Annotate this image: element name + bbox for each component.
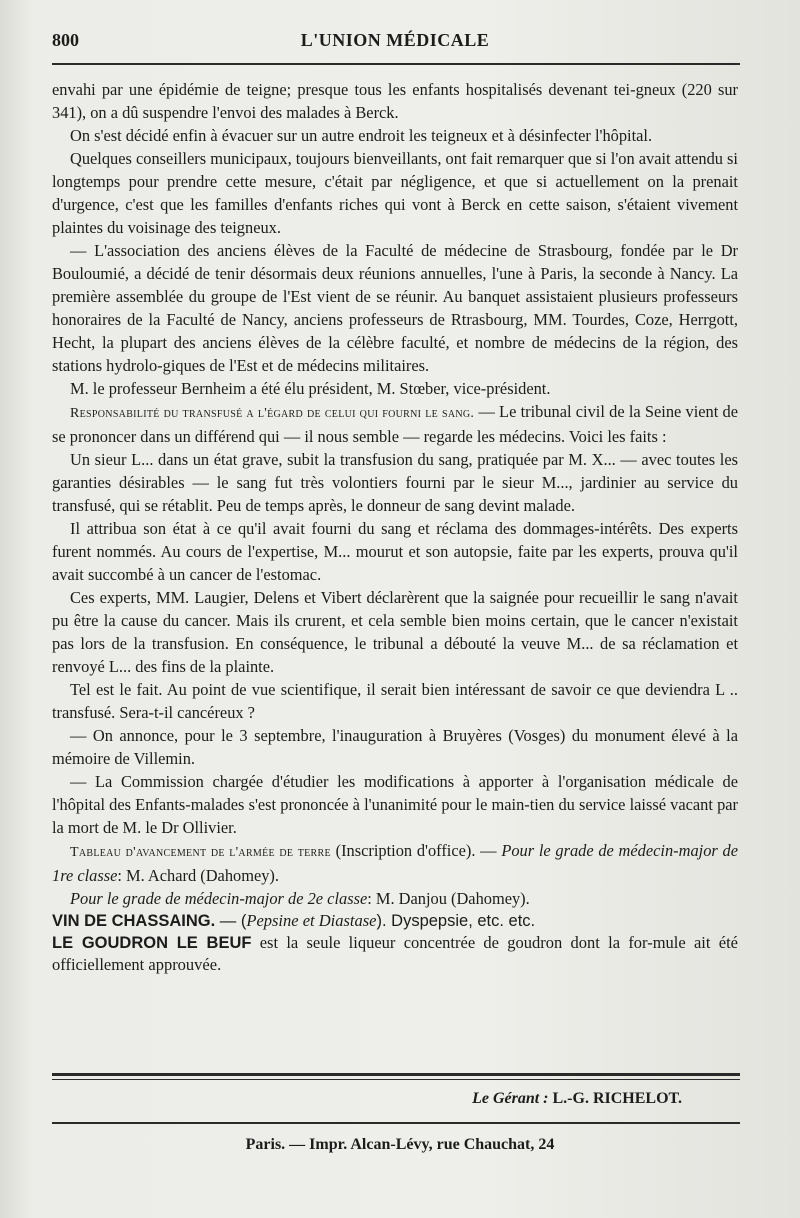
gerant-label: Le Gérant : bbox=[472, 1090, 549, 1107]
footer-rule-top bbox=[52, 1073, 740, 1076]
paragraph-strasbourg: — L'association des anciens élèves de la Faculté de médecine de Strasbourg, fondée par le Dr Bouloumié, a décidé de tenir désormais deux réunions annuelles, l'une à Paris, la seconde à Nancy. La première assemblée du groupe de l'Est vient de se réunir. Au banquet assistaient plusieurs professeurs honoraires de la Faculté de Nancy, anciens professeurs de Rtrasbourg, MM. Tourdes, Coze, Herrgott, Hecht, la plupart des anciens élèves de la célèbre faculté, et nombre de médecins de la région, des stations hydrolo-giques de l'Est et de médecins militaires. bbox=[52, 241, 738, 375]
paragraph-bernheim: M. le professeur Bernheim a été élu président, M. Stœber, vice-président. bbox=[70, 379, 551, 398]
paragraph-tableau-2 bbox=[52, 887, 738, 910]
paragraph-villemin: — On annonce, pour le 3 septembre, l'inauguration à Bruyères (Vosges) du monument élevé à la mémoire de Villemin. bbox=[52, 726, 738, 768]
footer-rule-top-thin bbox=[52, 1079, 740, 1080]
tableau-heading: Tableau d'avancement de l'armée de terre bbox=[70, 845, 331, 860]
vin-rest: ). Dyspepsie, etc. etc. bbox=[376, 912, 536, 930]
footer-rule-bottom bbox=[52, 1122, 740, 1124]
running-header bbox=[52, 26, 738, 56]
advert-vin-chassaing bbox=[52, 910, 738, 932]
paragraph-transfusion: Un sieur L... dans un état grave, subit la transfusion du sang, pratiquée par M. X... — avec toutes les garanties désirables — le sang fut très volontiers fourni par le sieur M..., jardinier au service du transfusé, qui se rétablit. Peu de temps après, le donneur de sang devint malade. bbox=[52, 450, 738, 515]
tableau-grade-2: Pour le grade de médecin-major de 2e classe bbox=[70, 889, 368, 908]
goudron-text: est la seule liqueur concentrée de goudron dont la for-mule ait été officiellement approuvée. bbox=[52, 933, 738, 974]
header-rule bbox=[52, 63, 740, 65]
gerant-line bbox=[472, 1090, 682, 1108]
responsabilite-heading: Responsabilité du transfusé a l'égard de celui qui fourni le sang. bbox=[70, 406, 475, 421]
paragraph-conclusion: Tel est le fait. Au point de vue scientifique, il serait bien intéressant de savoir ce que deviendra L .. transfusé. Sera-t-il cancéreux ? bbox=[52, 680, 738, 722]
paragraph-dommages: Il attribua son état à ce qu'il avait fourni du sang et réclama des dommages-intérêts. Des experts furent nommés. Au cours de l'expertise, M... mourut et son autopsie, faite par les experts, prouva qu'il avait succombé à un cancer de l'estomac. bbox=[52, 519, 738, 584]
paragraph-teigne-1: envahi par une épidémie de teigne; presque tous les enfants hospitalisés devenant tei-gneux (220 sur 341), on a dû suspendre l'envoi des malades à Berck. bbox=[52, 80, 738, 122]
paragraph-commission: — La Commission chargée d'étudier les modifications à apporter à l'organisation médicale de l'hôpital des Enfants-malades s'est prononcée à l'unanimité pour le main-tien du service laissé vacant par la mort de M. le Dr Ollivier. bbox=[52, 772, 738, 837]
gerant-name: L.-G. RICHELOT. bbox=[548, 1090, 682, 1107]
printer-imprint: Paris. — Impr. Alcan-Lévy, rue Chauchat, 24 bbox=[245, 1136, 555, 1153]
paragraph-tableau bbox=[52, 839, 738, 887]
vin-paren: Pepsine et Diastase bbox=[246, 911, 377, 930]
tableau-text-1: (Inscription d'office). — bbox=[330, 841, 502, 860]
paragraph-conseillers: Quelques conseillers municipaux, toujours bienveillants, ont fait remarquer que si l'on avait attendu si longtemps pour prendre cette mesure, c'était par négligence, et que si actuellement on la prenait d'urgence, c'est que les familles d'enfants riches qui vont à Berck en cette saison, s'étaient vivement plaintes du voisinage des teigneux. bbox=[52, 149, 738, 237]
paragraph-responsabilite bbox=[52, 400, 738, 448]
advert-goudron bbox=[52, 932, 738, 976]
paragraph-experts: Ces experts, MM. Laugier, Delens et Vibert déclarèrent que la saignée pour recueillir le sang n'avait pu être la cause du cancer. Mais ils crurent, et cela semble bien moins certain, que le cancer n'existait pas lors de la transfusion. En conséquence, le tribunal a débouté la veuve M... de sa réclamation et renvoyé L... des fins de la plainte. bbox=[52, 588, 738, 676]
responsabilite-text: — Le tribunal civil de la Seine vient de se prononcer dans un différend qui — il nous semble — regarde les médecins. Voici les faits : bbox=[52, 402, 738, 446]
goudron-name: LE GOUDRON LE BEUF bbox=[52, 934, 252, 952]
article-body bbox=[52, 78, 738, 976]
page-number: 800 bbox=[52, 30, 79, 50]
vin-name: VIN DE CHASSAING. bbox=[52, 912, 216, 930]
tableau-text-2: : M. Achard (Dahomey). bbox=[117, 866, 279, 885]
tableau-text-3: : M. Danjou (Dahomey). bbox=[367, 889, 530, 908]
vin-dash: — ( bbox=[215, 912, 247, 930]
tableau-grade-1: Pour le grade de médecin-major de 1re classe bbox=[52, 841, 738, 885]
paragraph-teigne-2: On s'est décidé enfin à évacuer sur un autre endroit les teigneux et à désinfecter l'hôpital. bbox=[70, 126, 653, 145]
journal-title: L'UNION MÉDICALE bbox=[300, 30, 490, 50]
